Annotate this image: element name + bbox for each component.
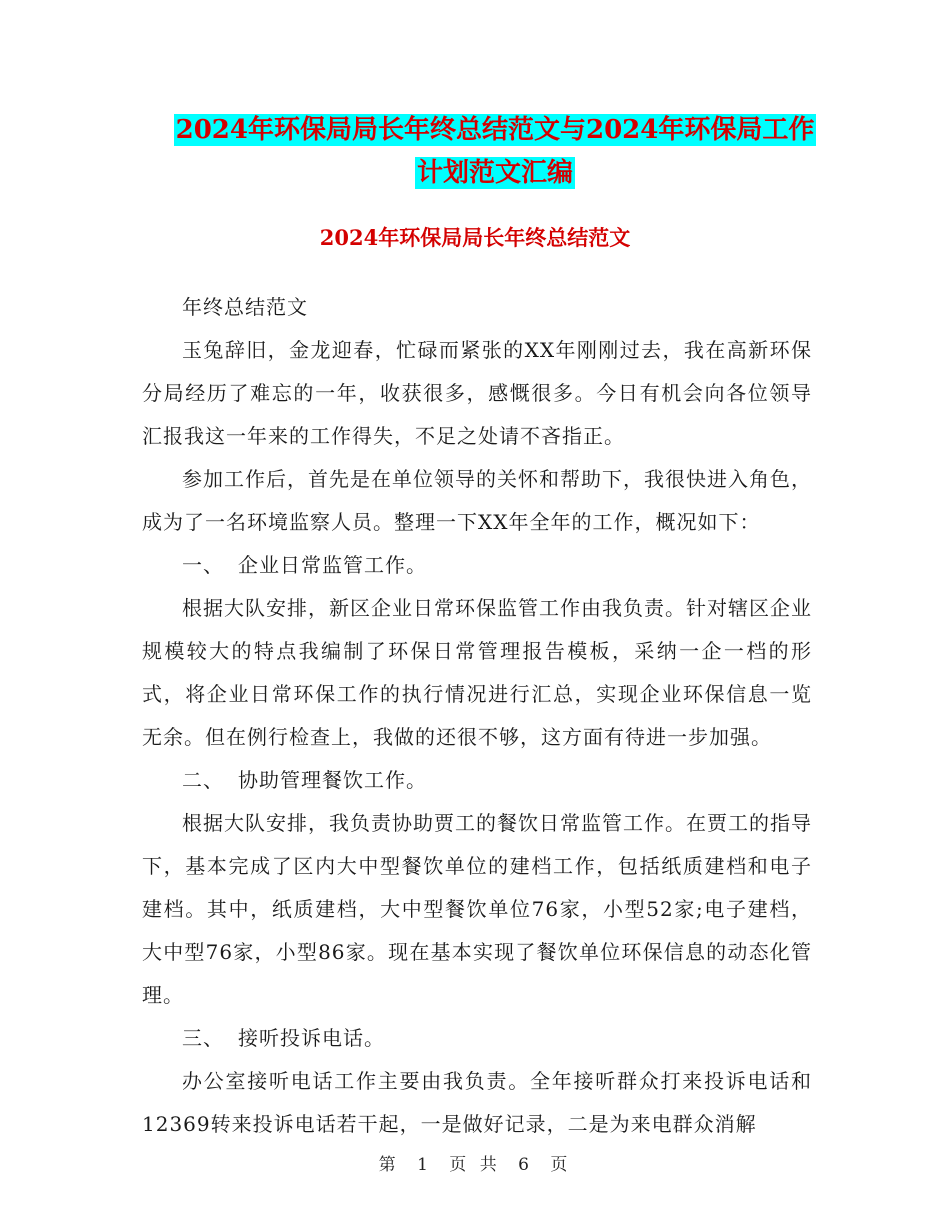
heading-2-text: 协助管理餐饮工作。	[238, 768, 427, 792]
document-title-line-2: 计划范文汇编	[416, 158, 573, 188]
paragraph-3: 根据大队安排，新区企业日常环保监管工作由我负责。针对辖区企业规模较大的特点我编制了环保日常管理报告模板，采纳一企一档的形式，将企业日常环保工作的执行情况进行汇总，实现企业环保信息一览无余。但在例行检查上，我做的还很不够，这方面有待进一步加强。	[142, 596, 812, 749]
intro-label: 年终总结范文	[182, 295, 308, 319]
heading-1	[142, 544, 812, 587]
heading-1-number: 一、	[182, 553, 224, 577]
heading-3	[142, 1017, 812, 1060]
paragraph-1: 玉兔辞旧，金龙迎春，忙碌而紧张的XX年刚刚过去，我在高新环保分局经历了难忘的一年，收获很多，感慨很多。今日有机会向各位领导汇报我这一年来的工作得失，不足之处请不吝指正。	[142, 338, 812, 448]
heading-2	[142, 759, 812, 802]
footer-suffix: 页	[550, 1155, 572, 1175]
page-footer	[0, 1150, 950, 1175]
heading-1-text: 企业日常监管工作。	[238, 553, 427, 577]
paragraph-2: 参加工作后，首先是在单位领导的关怀和帮助下，我很快进入角色，成为了一名环境监察人员。整理一下XX年全年的工作，概况如下：	[142, 467, 812, 534]
footer-prefix: 第	[378, 1155, 400, 1175]
heading-3-number: 三、	[182, 1026, 224, 1050]
footer-mid: 页 共	[449, 1155, 501, 1175]
document-title-line-1: 2024年环保局局长年终总结范文与2024年环保局工作	[175, 115, 815, 145]
footer-total-pages: 6	[518, 1155, 533, 1175]
section-subtitle: 2024年环保局局长年终总结范文	[319, 225, 631, 250]
footer-page-number: 1	[417, 1155, 432, 1175]
heading-2-number: 二、	[182, 768, 224, 792]
document-body	[142, 286, 812, 1146]
heading-3-text: 接听投诉电话。	[238, 1026, 385, 1050]
paragraph-4: 根据大队安排，我负责协助贾工的餐饮日常监管工作。在贾工的指导下，基本完成了区内大中型餐饮单位的建档工作，包括纸质建档和电子建档。其中，纸质建档，大中型餐饮单位76家，小型52家;电子建档，大中型76家，小型86家。现在基本实现了餐饮单位环保信息的动态化管理。	[142, 811, 812, 1007]
paragraph-5: 办公室接听电话工作主要由我负责。全年接听群众打来投诉电话和12369转来投诉电话若干起，一是做好记录，二是为来电群众消解	[142, 1069, 812, 1136]
